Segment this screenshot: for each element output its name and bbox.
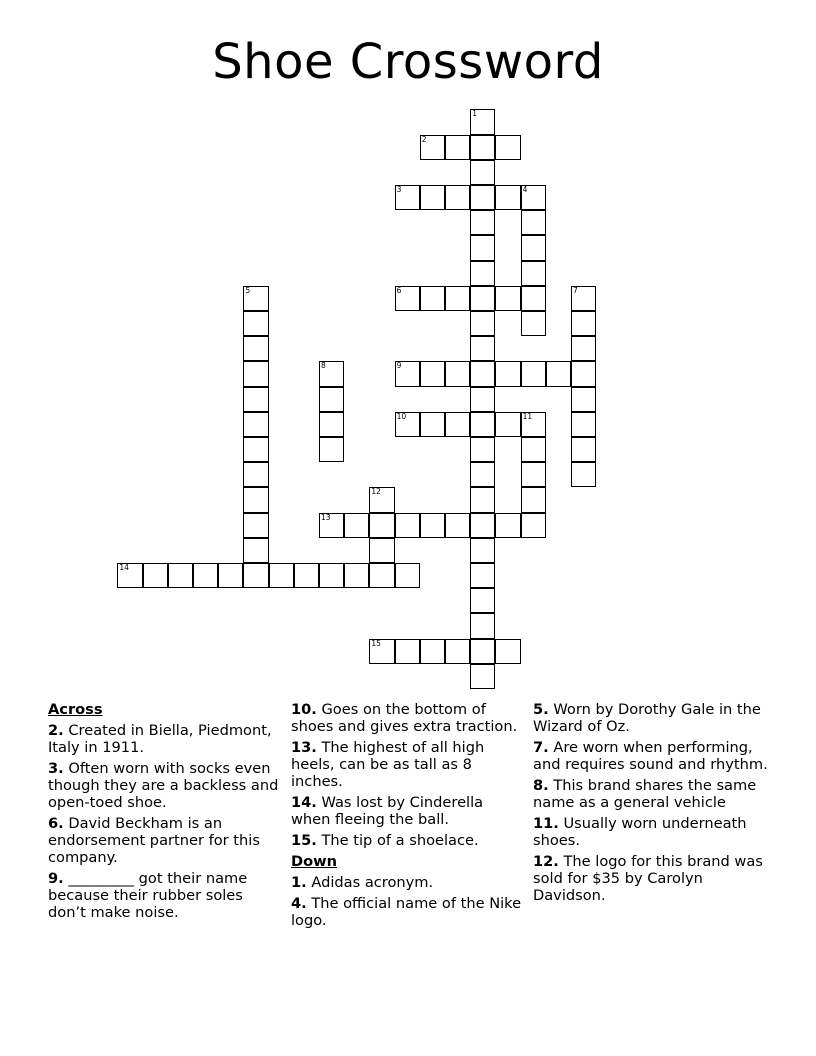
clue-number: 2 (421, 134, 427, 144)
grid-cell[interactable] (521, 361, 546, 386)
grid-cell[interactable] (243, 563, 268, 588)
grid-cell[interactable] (420, 412, 445, 437)
grid-cell[interactable] (243, 412, 268, 437)
grid-cell[interactable] (495, 286, 520, 311)
grid-cell[interactable] (470, 185, 495, 210)
grid-cell[interactable] (369, 513, 394, 538)
clue-number: 6 (396, 285, 402, 295)
grid-cell[interactable] (369, 538, 394, 563)
grid-cell[interactable] (470, 487, 495, 512)
grid-cell[interactable] (521, 412, 546, 437)
grid-cell[interactable] (445, 361, 470, 386)
clues-column-1 (48, 701, 283, 925)
clue-down-7: 7. Are worn when performing, and requires sound and rhythm. (533, 739, 768, 773)
grid-cell[interactable] (395, 361, 420, 386)
grid-cell[interactable] (470, 286, 495, 311)
grid-cell[interactable] (243, 487, 268, 512)
grid-cell[interactable] (344, 513, 369, 538)
grid-cell[interactable] (395, 513, 420, 538)
clue-across-15: 15. The tip of a shoelace. (291, 832, 479, 849)
clue-number: 3 (396, 185, 402, 194)
clue-number: 12 (371, 487, 381, 497)
grid-cell[interactable] (571, 336, 596, 361)
grid-cell[interactable] (571, 462, 596, 487)
grid-cell[interactable] (319, 513, 344, 538)
grid-cell[interactable] (470, 639, 495, 664)
clue-down-1: 1. Adidas acronym. (291, 874, 434, 891)
clue-across-9: 9. _________ got their name because their rubber soles don’t make noise. (48, 870, 248, 921)
grid-cell[interactable] (344, 563, 369, 588)
grid-cell[interactable] (420, 513, 445, 538)
grid-cell[interactable] (470, 210, 495, 235)
grid-cell[interactable] (294, 563, 319, 588)
grid-cell[interactable] (521, 210, 546, 235)
grid-cell[interactable] (243, 538, 268, 563)
clue-number: 14 (119, 563, 129, 572)
grid-cell[interactable] (319, 412, 344, 437)
grid-cell[interactable] (495, 361, 520, 386)
grid-cell[interactable] (470, 336, 495, 361)
clue-number: 9 (396, 361, 402, 371)
grid-cell[interactable] (470, 387, 495, 412)
clue-down-4: 4. The official name of the Nike logo. (291, 895, 522, 929)
grid-cell[interactable] (470, 462, 495, 487)
clue-number: 11 (522, 411, 533, 421)
grid-cell[interactable] (243, 336, 268, 361)
grid-cell[interactable] (243, 462, 268, 487)
grid-cell[interactable] (470, 261, 495, 286)
grid-cell[interactable] (420, 185, 445, 210)
grid-cell[interactable] (445, 639, 470, 664)
clue-number: 4 (522, 185, 528, 194)
grid-cell[interactable] (143, 563, 168, 588)
grid-cell[interactable] (445, 286, 470, 311)
grid-cell[interactable] (470, 538, 495, 563)
clue-down-8: 8. This brand shares the same name as a general vehicle (533, 777, 757, 811)
grid-cell[interactable] (369, 563, 394, 588)
grid-cell[interactable] (546, 361, 571, 386)
grid-cell[interactable] (495, 135, 520, 160)
clues-column-3 (533, 701, 768, 908)
grid-cell[interactable] (470, 109, 495, 134)
grid-cell[interactable] (319, 361, 344, 386)
clue-across-14: 14. Was lost by Cinderella when fleeing the ball. (291, 794, 484, 828)
grid-cell[interactable] (470, 412, 495, 437)
grid-cell[interactable] (420, 286, 445, 311)
grid-cell[interactable] (470, 361, 495, 386)
grid-cell[interactable] (445, 185, 470, 210)
grid-cell[interactable] (168, 563, 193, 588)
grid-cell[interactable] (470, 437, 495, 462)
grid-cell[interactable] (470, 311, 495, 336)
grid-cell[interactable] (319, 437, 344, 462)
grid-cell[interactable] (495, 412, 520, 437)
grid-cell[interactable] (395, 639, 420, 664)
grid-cell[interactable] (243, 361, 268, 386)
grid-cell[interactable] (420, 135, 445, 160)
grid-cell[interactable] (571, 437, 596, 462)
grid-cell[interactable] (243, 437, 268, 462)
grid-cell[interactable] (420, 639, 445, 664)
grid-cell[interactable] (218, 563, 243, 588)
clues-column-2 (291, 701, 526, 933)
grid-cell[interactable] (470, 160, 495, 185)
grid-cell[interactable] (420, 361, 445, 386)
across-heading: Across (48, 701, 103, 718)
grid-cell[interactable] (521, 185, 546, 210)
clue-number: 8 (321, 361, 326, 371)
clue-number: 7 (573, 285, 578, 295)
grid-cell[interactable] (521, 462, 546, 487)
grid-cell[interactable] (445, 135, 470, 160)
grid-cell[interactable] (117, 563, 142, 588)
grid-cell[interactable] (269, 563, 294, 588)
clue-down-5: 5. Worn by Dorothy Gale in the Wizard of Oz. (533, 701, 761, 735)
grid-cell[interactable] (243, 387, 268, 412)
grid-cell[interactable] (395, 412, 420, 437)
grid-cell[interactable] (521, 235, 546, 260)
grid-cell[interactable] (495, 185, 520, 210)
clue-across-6: 6. David Beckham is an endorsement partner for this company. (48, 815, 260, 866)
grid-cell[interactable] (521, 286, 546, 311)
clue-across-3: 3. Often worn with socks even though they are a backless and open-toed shoe. (48, 760, 279, 811)
grid-cell[interactable] (470, 664, 495, 689)
grid-cell[interactable] (571, 286, 596, 311)
clue-number: 15 (371, 638, 381, 648)
grid-cell[interactable] (521, 487, 546, 512)
clue-number: 5 (245, 285, 251, 295)
grid-cell[interactable] (395, 185, 420, 210)
grid-cell[interactable] (395, 286, 420, 311)
grid-cell[interactable] (395, 563, 420, 588)
grid-cell[interactable] (571, 311, 596, 336)
grid-cell[interactable] (571, 361, 596, 386)
grid-cell[interactable] (470, 513, 495, 538)
grid-cell[interactable] (319, 563, 344, 588)
grid-cell[interactable] (369, 487, 394, 512)
clue-down-12: 12. The logo for this brand was sold for $35 by Carolyn Davidson. (533, 853, 763, 904)
grid-cell[interactable] (495, 513, 520, 538)
clue-number: 13 (321, 512, 331, 522)
crossword-grid (118, 110, 598, 692)
page-title: Shoe Crossword (212, 34, 604, 90)
grid-cell[interactable] (470, 135, 495, 160)
clue-across-10: 10. Goes on the bottom of shoes and gives extra traction. (291, 701, 518, 735)
grid-cell[interactable] (521, 437, 546, 462)
grid-cell[interactable] (470, 613, 495, 638)
grid-cell[interactable] (369, 639, 394, 664)
grid-cell[interactable] (521, 311, 546, 336)
grid-cell[interactable] (445, 412, 470, 437)
grid-cell[interactable] (571, 387, 596, 412)
grid-cell[interactable] (495, 639, 520, 664)
grid-cell[interactable] (470, 235, 495, 260)
clue-number: 1 (472, 109, 477, 119)
grid-cell[interactable] (243, 513, 268, 538)
grid-cell[interactable] (445, 513, 470, 538)
grid-cell[interactable] (521, 261, 546, 286)
grid-cell[interactable] (243, 286, 268, 311)
grid-cell[interactable] (319, 387, 344, 412)
grid-cell[interactable] (470, 588, 495, 613)
grid-cell[interactable] (470, 563, 495, 588)
clue-across-13: 13. The highest of all high heels, can be as tall as 8 inches. (291, 739, 485, 790)
clue-down-11: 11. Usually worn underneath shoes. (533, 815, 747, 849)
grid-cell[interactable] (521, 513, 546, 538)
grid-cell[interactable] (193, 563, 218, 588)
clue-across-2: 2. Created in Biella, Piedmont, Italy in 1911. (48, 722, 272, 756)
grid-cell[interactable] (243, 311, 268, 336)
grid-cell[interactable] (571, 412, 596, 437)
down-heading: Down (291, 853, 338, 870)
clue-number: 10 (396, 411, 407, 421)
